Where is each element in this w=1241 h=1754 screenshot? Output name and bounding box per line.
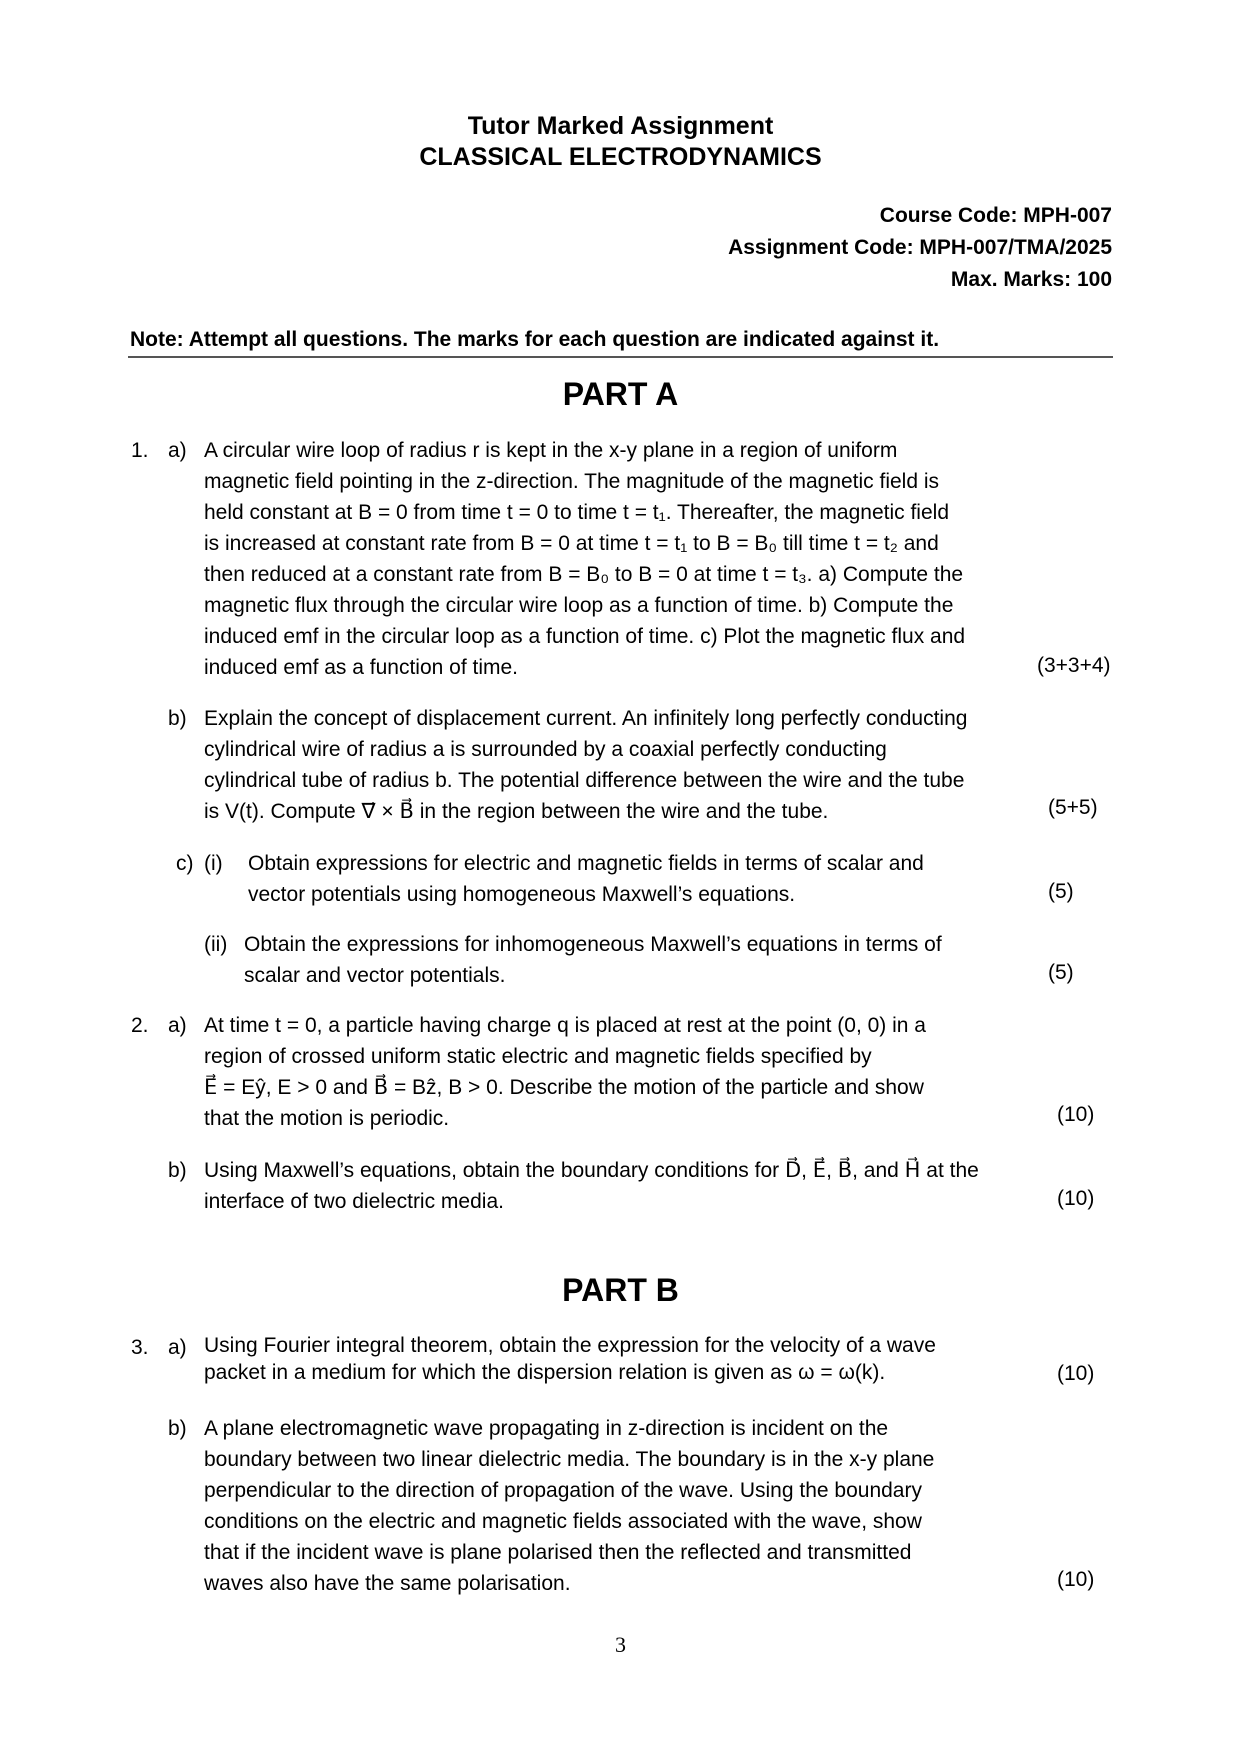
text-line: At time t = 0, a particle having charge q is placed at rest at the point (0, 0) in a (204, 1014, 926, 1037)
subquestion-label: a) (168, 1336, 187, 1359)
text-line: is V(t). Compute ∇⃗ × B⃗ in the region between the wire and the tube. (204, 800, 829, 823)
text-line: Obtain expressions for electric and magnetic fields in terms of scalar and (248, 852, 924, 875)
subquestion-label: b) (168, 707, 187, 730)
subject-title: CLASSICAL ELECTRODYNAMICS (419, 143, 822, 171)
subquestion-label: c) (176, 852, 194, 875)
question-2a-text (204, 1010, 926, 1134)
text-line: is increased at constant rate from B = 0 at time t = t₁ to B = B₀ till time t = t₂ and (204, 532, 939, 555)
instructions-note: Note: Attempt all questions. The marks for each question are indicated against it. (130, 328, 940, 351)
text-line: held constant at B = 0 from time t = 0 to time t = t₁. Thereafter, the magnetic field (204, 501, 949, 524)
subpart-label: (i) (204, 852, 223, 875)
question-1a-text (204, 435, 965, 683)
text-line: region of crossed uniform static electric and magnetic fields specified by (204, 1045, 872, 1068)
marks-label: (5) (1048, 961, 1074, 984)
text-line: Explain the concept of displacement current. An infinitely long perfectly conducting (204, 707, 968, 730)
text-line: cylindrical wire of radius a is surrounded by a coaxial perfectly conducting (204, 738, 887, 761)
question-1c-i-text (248, 848, 924, 910)
question-number: 1. (131, 439, 149, 462)
header-divider (128, 356, 1113, 358)
subquestion-label: a) (168, 1014, 187, 1037)
text-line: induced emf as a function of time. (204, 656, 519, 679)
text-line: magnetic flux through the circular wire loop as a function of time. b) Compute the (204, 594, 954, 617)
marks-label: (10) (1057, 1568, 1095, 1591)
text-line: interface of two dielectric media. (204, 1190, 504, 1213)
assignment-title: Tutor Marked Assignment (467, 112, 774, 140)
text-line: packet in a medium for which the dispersion relation is given as ω = ω(k). (204, 1361, 886, 1384)
text-line: then reduced at a constant rate from B = B₀ to B = 0 at time t = t₃. a) Compute the (204, 563, 964, 586)
text-line: conditions on the electric and magnetic fields associated with the wave, show (204, 1510, 922, 1533)
question-3b-text (204, 1413, 934, 1599)
question-3a-text (204, 1332, 936, 1386)
marks-label: (5+5) (1048, 796, 1098, 819)
text-line: boundary between two linear dielectric media. The boundary is in the x-y plane (204, 1448, 935, 1471)
question-number: 2. (131, 1014, 149, 1037)
subquestion-label: a) (168, 439, 187, 462)
max-marks: Max. Marks: 100 (950, 268, 1112, 291)
page-number: 3 (615, 1632, 626, 1657)
text-line: cylindrical tube of radius b. The potential difference between the wire and the tube (204, 769, 965, 792)
text-line: that the motion is periodic. (204, 1107, 450, 1130)
subquestion-label: b) (168, 1159, 187, 1182)
marks-label: (10) (1057, 1362, 1095, 1385)
course-code: Course Code: MPH-007 (879, 204, 1112, 227)
question-1b-text (204, 703, 967, 827)
marks-label: (5) (1048, 880, 1074, 903)
text-line: magnetic field pointing in the z-direction. The magnitude of the magnetic field is (204, 470, 940, 493)
marks-label: (10) (1057, 1103, 1095, 1126)
subquestion-label: b) (168, 1417, 187, 1440)
text-line: E⃗ = Eŷ, E > 0 and B⃗ = Bẑ, B > 0. Describe the motion of the particle and show (204, 1076, 924, 1099)
question-1c-ii-text (244, 929, 942, 991)
text-line: Using Maxwell’s equations, obtain the boundary conditions for D⃗, E⃗, B⃗, and H⃗ at the (204, 1159, 979, 1182)
text-line: Obtain the expressions for inhomogeneous Maxwell’s equations in terms of (244, 933, 942, 956)
text-line: Using Fourier integral theorem, obtain the expression for the velocity of a wave (204, 1334, 936, 1357)
question-number: 3. (131, 1336, 149, 1359)
text-line: scalar and vector potentials. (244, 964, 506, 987)
text-line: induced emf in the circular loop as a function of time. c) Plot the magnetic flux and (204, 625, 966, 648)
assignment-code: Assignment Code: MPH-007/TMA/2025 (728, 236, 1112, 259)
text-line: A circular wire loop of radius r is kept in the x-y plane in a region of uniform (204, 439, 898, 462)
part-b-heading: PART B (562, 1272, 679, 1308)
text-line: waves also have the same polarisation. (204, 1572, 571, 1595)
text-line: vector potentials using homogeneous Maxwell’s equations. (248, 883, 796, 906)
question-2b-text (204, 1155, 979, 1217)
text-line: that if the incident wave is plane polarised then the reflected and transmitted (204, 1541, 912, 1564)
part-a-heading: PART A (562, 376, 679, 412)
marks-label: (10) (1057, 1187, 1095, 1210)
subpart-label: (ii) (204, 933, 228, 956)
text-line: perpendicular to the direction of propagation of the wave. Using the boundary (204, 1479, 922, 1502)
marks-label: (3+3+4) (1037, 654, 1111, 677)
text-line: A plane electromagnetic wave propagating in z-direction is incident on the (204, 1417, 889, 1440)
